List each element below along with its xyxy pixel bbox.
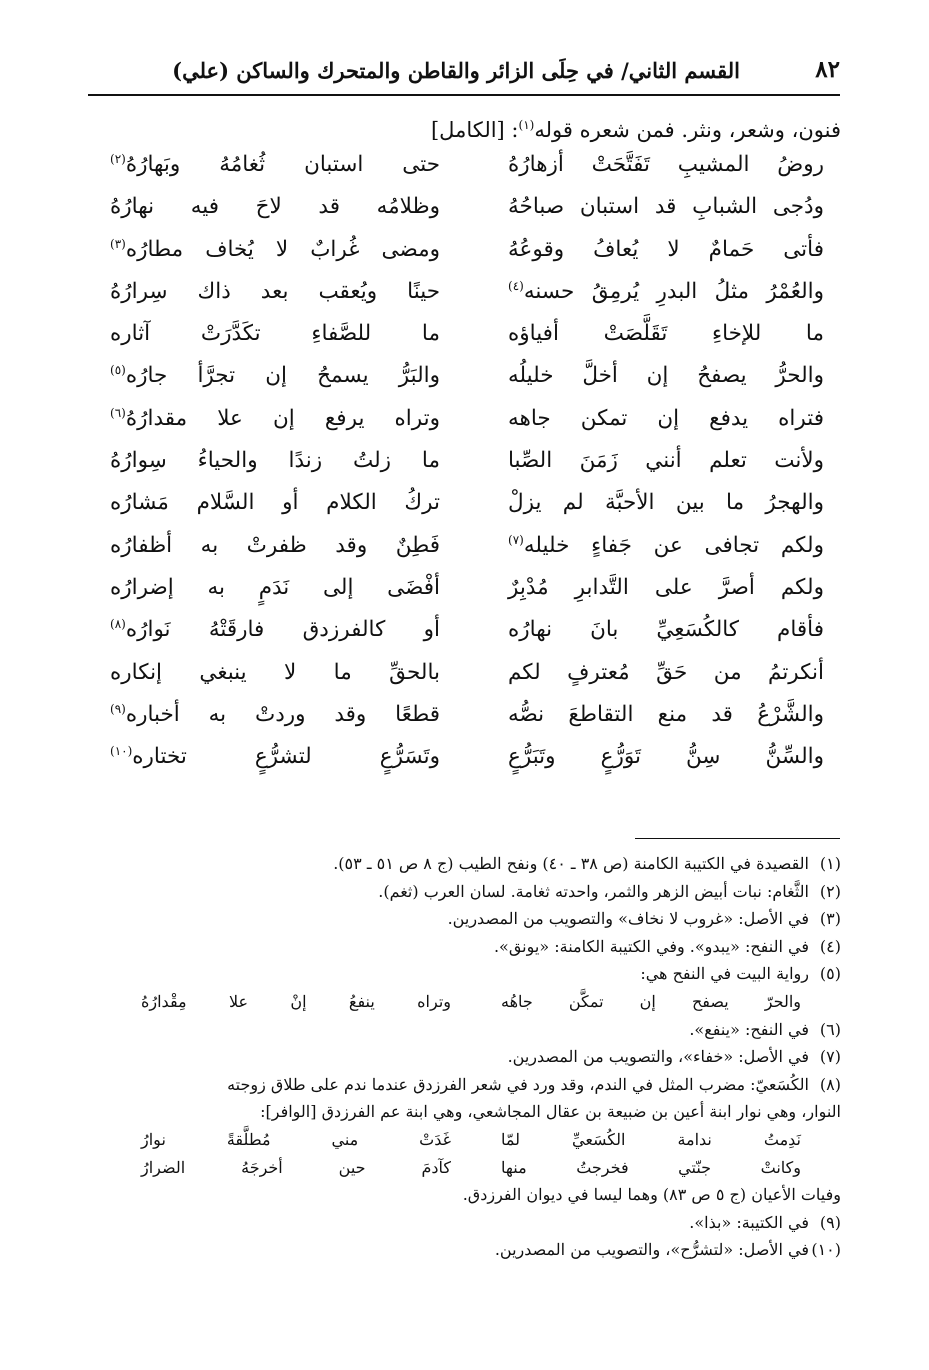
second-hemistich <box>110 152 440 177</box>
second-hemistich <box>110 490 440 515</box>
footnote-ref: (٩) <box>110 701 126 716</box>
hemistich-text: وتراه يرفع إن علا مقدارُهُ <box>125 405 440 431</box>
footnote-ref: (٨) <box>110 617 126 632</box>
footnote-text: في النفح: «يبدو». وفي الكتيبة الكامنة: «يونق». <box>493 936 809 956</box>
hemistich-text: فتراه يدفع إن تمكن جاهه <box>508 405 824 431</box>
hemistich-text: ومضى غُرابٌ لا يُخاف مطارُه <box>125 236 440 262</box>
footnote-continuation: وفيات الأعيان (ج ٥ ص ٨٣) وهما ليسا في ديوان الفرزدق. <box>462 1185 841 1205</box>
second-hemistich <box>110 448 440 473</box>
first-hemistich <box>508 490 824 515</box>
first-hemistich <box>508 448 824 473</box>
meter-label: : [الكامل] <box>430 118 519 142</box>
quoted-verse <box>86 1154 801 1182</box>
footnote-ref: (١٠) <box>110 744 133 759</box>
verse-line <box>110 744 824 786</box>
second-hemistich <box>110 533 440 558</box>
hemistich-text: فأتى حَمامٌ لا يُعافُ وقوعُهُ <box>508 236 824 262</box>
first-hemistich <box>508 321 824 346</box>
first-hemistich <box>508 575 824 600</box>
second-hemistich <box>110 575 440 600</box>
hemistich-text: حينًا ويُعقب بعد ذاك سِرارُهُ <box>110 278 440 304</box>
footnote-number: (٣) <box>819 909 841 929</box>
footnote-ref: (١) <box>518 118 535 132</box>
verse-line <box>110 152 824 194</box>
hemistich-text: أو كالفرزدق فارقَتْهُ نَوارُه <box>125 617 440 643</box>
first-hemistich: نَدِمتُ ندامة الكُسَعيِّ لمّا <box>501 1129 801 1149</box>
first-hemistich: والحرّ يصفح إن تمكَّن جاهُه <box>501 991 801 1011</box>
footnote-text: في النفح: «ينفع». <box>689 1019 809 1039</box>
first-hemistich <box>508 363 824 388</box>
footnote-ref: (٦) <box>110 405 126 420</box>
footnote-text: القصيدة في الكتيبة الكامنة (ص ٣٨ ـ ٤٠) ونفح الطيب (ج ٨ ص ٥١ ـ ٥٣). <box>333 854 809 873</box>
verse-line <box>110 406 824 448</box>
hemistich-text: فأقام كالكُسَعِيِّ بانَ نهارُه <box>508 617 824 643</box>
footnote-number: (١) <box>819 854 841 873</box>
second-hemistich <box>110 406 440 431</box>
footnote-text: في الكتيبة: «بذا». <box>689 1212 809 1232</box>
verse-line <box>110 237 824 279</box>
footnote <box>86 905 841 933</box>
quoted-verse <box>86 1126 801 1154</box>
first-hemistich <box>508 702 824 727</box>
hemistich-text: ولأنت تعلم أنني زَمَنَ الصِّبا <box>508 448 824 474</box>
first-hemistich <box>508 279 824 304</box>
hemistich-text: أنكرتمُ من حَقِّ مُعترفٍ لكم <box>508 659 824 685</box>
hemistich-text: ولكم أصرَّ على التَّدابرِ مُدْبِرٌ <box>508 574 824 600</box>
hemistich-text: والشَّرْعُ قد منع التقاطعَ نصُّه <box>508 701 824 727</box>
footnote-text: في الأصل: «غروب لا نخاف» والتصويب من المصدرين. <box>447 909 809 929</box>
footnote-continuation: النوار، وهي نوار ابنة أعين بن ضبيعة بن عقال المجاشعي، وهي ابنة عم الفرزدق [الوافر]: <box>260 1102 841 1122</box>
second-hemistich <box>110 617 440 642</box>
footnote <box>86 933 841 961</box>
hemistich-text: فَطِنٌ وقد ظفرتْ به أظفارُه <box>110 532 440 558</box>
hemistich-text: أفْضَى إلى نَدَمٍ به إضرارُه <box>110 574 440 600</box>
quoted-verse <box>86 988 801 1016</box>
footnote-text: الكُسَعيّ: مضرب المثل في الندم، وقد ورد في شعر الفرزدق عندما ندم على طلاق زوجته <box>227 1074 809 1094</box>
first-hemistich <box>508 660 824 685</box>
footnote-text: في الأصل: «لتشرُّح»، والتصويب من المصدرين. <box>494 1240 809 1260</box>
second-hemistich: وتراه ينفعُ إنْ علا مِقْدارُهُ <box>141 991 451 1011</box>
intro-line <box>89 108 841 147</box>
first-hemistich <box>508 152 824 177</box>
footnote <box>86 878 841 906</box>
footnote <box>86 1209 841 1237</box>
hemistich-text: والعُمْرُ مثلُ البدرِ يُرمِقُ حسنه <box>523 279 824 305</box>
footnote-ref: (٣) <box>110 236 126 251</box>
hemistich-text: ودُجى الشبابِ قد استبان صباحُهُ <box>508 194 824 220</box>
footnote-number: (٩) <box>819 1212 841 1232</box>
verse-line <box>110 321 824 363</box>
footnote-number: (١٠) <box>811 1240 841 1260</box>
hemistich-text: تركُ الكلام أو السَّلام مَشارُه <box>110 490 440 516</box>
footnote <box>86 1043 841 1071</box>
footnote-divider <box>635 838 840 839</box>
first-hemistich <box>508 533 824 558</box>
verse-line <box>110 194 824 236</box>
intro-text: فنون، وشعر، ونثر. فمن شعره قوله <box>534 118 841 142</box>
hemistich-text: قطعًا وقد وردتْ به أخباره <box>125 702 440 728</box>
hemistich-text: وظلامُه قد لاحَ فيه نهارُهُ <box>110 194 440 220</box>
hemistich-text: والهجرُ ما بين الأحبَّة لم يزلْ <box>508 490 824 516</box>
hemistich-text: والحرُّ يصفحُ إن أخلَّ خليلُه <box>508 363 824 389</box>
first-hemistich <box>508 744 824 769</box>
second-hemistich: غَدَتْ مني مُطلَّقةً نوارُ <box>141 1129 451 1149</box>
second-hemistich <box>110 321 440 346</box>
page-header <box>88 52 840 96</box>
footnote-number: (٤) <box>819 936 841 956</box>
first-hemistich <box>508 406 824 431</box>
verse-line <box>110 490 824 532</box>
footnote <box>86 1236 841 1264</box>
verse-line <box>110 575 824 617</box>
verse-line <box>110 279 824 321</box>
verse-line <box>110 702 824 744</box>
footnote-ref: (٤) <box>508 278 524 293</box>
footnote-number: (٢) <box>819 881 841 901</box>
second-hemistich <box>110 194 440 219</box>
second-hemistich <box>110 702 440 727</box>
footnote-text: الثَّغام: نبات أبيض الزهر والثمر، واحدته ثغامة. لسان العرب (ثغم). <box>378 881 809 901</box>
hemistich-text: ما للإخاءِ تَقَلَّصَتْ أفياؤه <box>508 321 824 347</box>
verse-line <box>110 660 824 702</box>
hemistich-text: روضُ المشيبِ تَفَتَّحَتْ أزهارُهُ <box>508 152 824 177</box>
hemistich-text: والبَرُّ يسمحُ إن تجرَّأ جارُه <box>125 363 440 389</box>
footnote-number: (٦) <box>819 1019 841 1039</box>
footnote-ref: (٢) <box>110 152 126 166</box>
footnote <box>86 1071 841 1099</box>
hemistich-text: وتَسَرُّعٍ لتشرُّعٍ تختاره <box>132 744 440 770</box>
hemistich-text: ولكم تجافى عن جَفاءٍ خليله <box>523 532 824 558</box>
footnote <box>86 1016 841 1044</box>
verse-line <box>110 533 824 575</box>
hemistich-text: والسِّنُّ سِنُّ تَوَرُّعٍ وتَبَرُّعٍ <box>508 744 824 770</box>
hemistich-text: بالحقِّ ما لا ينبغي إنكاره <box>110 659 440 685</box>
second-hemistich <box>110 279 440 304</box>
second-hemistich <box>110 363 440 388</box>
footnotes <box>86 850 841 1264</box>
footnote-number: (٧) <box>819 1047 841 1067</box>
verse-line <box>110 448 824 490</box>
second-hemistich: كآدمَ حين أخرجَهُ الضرارُ <box>141 1157 451 1177</box>
first-hemistich: وكانتْ جنّتي فخرجتُ منها <box>501 1157 801 1177</box>
footnote-number: (٥) <box>819 964 841 984</box>
footnote-text: في الأصل: «خفاء»، والتصويب من المصدرين. <box>507 1047 809 1067</box>
second-hemistich <box>110 237 440 262</box>
hemistich-text: حتى استبان ثُغامُهُ وبَهارُهُ <box>125 152 440 178</box>
verse-line <box>110 617 824 659</box>
first-hemistich <box>508 237 824 262</box>
second-hemistich <box>110 744 440 769</box>
first-hemistich <box>508 617 824 642</box>
page-number: ٨٢ <box>815 56 840 83</box>
footnote-text: رواية البيت في النفح هي: <box>640 964 809 984</box>
hemistich-text: ما زلتُ زندًا والحياءُ سِوارُهُ <box>110 448 440 474</box>
poem <box>110 152 824 786</box>
footnote-ref: (٧) <box>508 532 524 547</box>
footnote <box>86 960 841 988</box>
footnote-ref: (٥) <box>110 363 126 378</box>
footnote-number: (٨) <box>819 1074 841 1094</box>
running-title: القسم الثاني/ في حِلَى الزائر والقاطن والمتحرك والساكن (علي) <box>172 58 740 83</box>
first-hemistich <box>508 194 824 219</box>
hemistich-text: ما للصَّفاءِ تكَدَّرَتْ آثاره <box>110 321 440 347</box>
footnote <box>86 850 841 878</box>
verse-line <box>110 363 824 405</box>
second-hemistich <box>110 660 440 685</box>
